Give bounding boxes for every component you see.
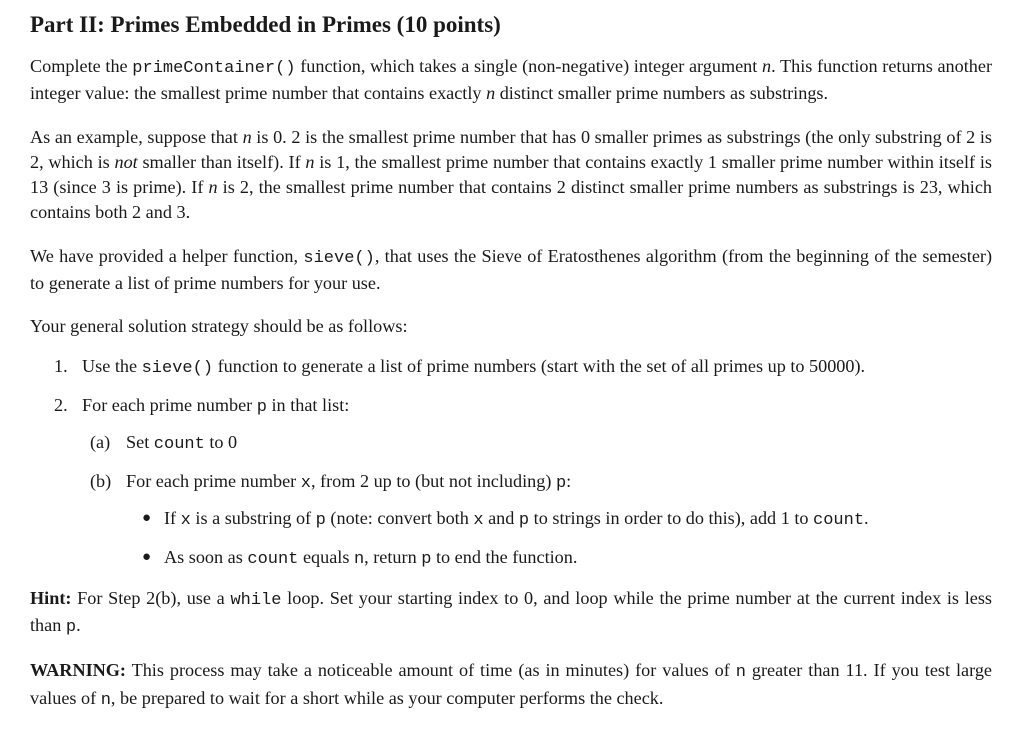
hint-label: Hint:: [30, 587, 72, 608]
hint-paragraph: Hint: For Step 2(b), use a while loop. Set your starting index to 0, and loop while the prime number at the current index is less than p.: [30, 587, 992, 637]
code-while: while: [230, 590, 282, 610]
var-n: n: [208, 177, 218, 198]
code-prime-container: primeContainer(): [132, 59, 296, 78]
bullet-item: ● If x is a substring of p (note: convert both x and p to strings in order to do this), add 1 to count.: [142, 507, 869, 530]
code-x: x: [300, 473, 311, 493]
example-paragraph: As an example, suppose that n is 0. 2 is the smallest prime number that has 0 smaller primes as substrings (the only substring of 2 is 2, which is not smaller than itself). If n is 1, the smallest prime number that contains exactly 1 smaller prime number within itself is 13 (since 3 is prime). If n is 2, the smallest prime number that contains 2 distinct smaller prime numbers as substrings is 23, which contains both 2 and 3.: [30, 126, 993, 223]
step-2: 2. For each prime number p in that list: (a) Set count to 0 (b) For each prime number x, from 2 up to (but not including) p: ● If x is a substring of p (note: convert both x and p to strings in order to do this), add 1 to count. ● As soon as count equals n, return p to end the function.: [30, 393, 992, 572]
var-n: n: [242, 126, 252, 147]
var-n: n: [486, 83, 496, 104]
warning-paragraph: WARNING: This process may take a noticeable amount of time (as in minutes) for values of n greater than 11. If you test large values of n, be prepared to wait for a short while as your computer performs the check.: [30, 660, 992, 710]
substep-b-bullets: [126, 506, 992, 572]
helper-paragraph: We have provided a helper function, sieve(), that uses the Sieve of Eratosthenes algorithm (from the beginning of the semester) to generate a list of prime numbers for your use.: [30, 245, 993, 294]
bullet-icon: ●: [142, 548, 152, 565]
code-n: n: [735, 663, 746, 683]
bullet-item: ● As soon as count equals n, return p to end the function.: [142, 546, 578, 569]
strategy-steps: [30, 354, 992, 572]
var-n: n: [762, 56, 772, 76]
code-sieve: sieve(): [141, 358, 214, 378]
emphasis-not: not: [114, 151, 138, 172]
step-2-substeps: [82, 430, 992, 572]
code-count: count: [153, 434, 205, 454]
intro-paragraph: Complete the primeContainer() function, which takes a single (non-negative) integer argument n. This function returns another integer value: the smallest prime number that contains exactly n distinct smaller prime numbers as substrings.: [30, 56, 993, 104]
substep-a: (a) Set count to 0: [90, 431, 238, 454]
strategy-intro: Your general solution strategy should be as follows:: [30, 316, 408, 337]
warning-label: WARNING:: [30, 660, 126, 681]
code-n: n: [100, 690, 111, 710]
code-p: p: [555, 473, 567, 493]
code-p: p: [256, 397, 267, 417]
step-1: 1. Use the sieve() function to generate a list of prime numbers (start with the set of all primes up to 50000).: [54, 355, 866, 378]
var-n: n: [305, 151, 315, 172]
page-title: Part II: Primes Embedded in Primes (10 points): [30, 12, 501, 37]
substep-b: (b) For each prime number x, from 2 up to (but not including) p: ● If x is a substring of p (note: convert both x and p to strings in order to do this), add 1 to count. ● As soon as count equals n, return p to end the function.: [82, 469, 992, 572]
code-sieve: sieve(): [303, 248, 375, 268]
bullet-icon: ●: [142, 509, 152, 526]
code-p: p: [65, 617, 77, 637]
